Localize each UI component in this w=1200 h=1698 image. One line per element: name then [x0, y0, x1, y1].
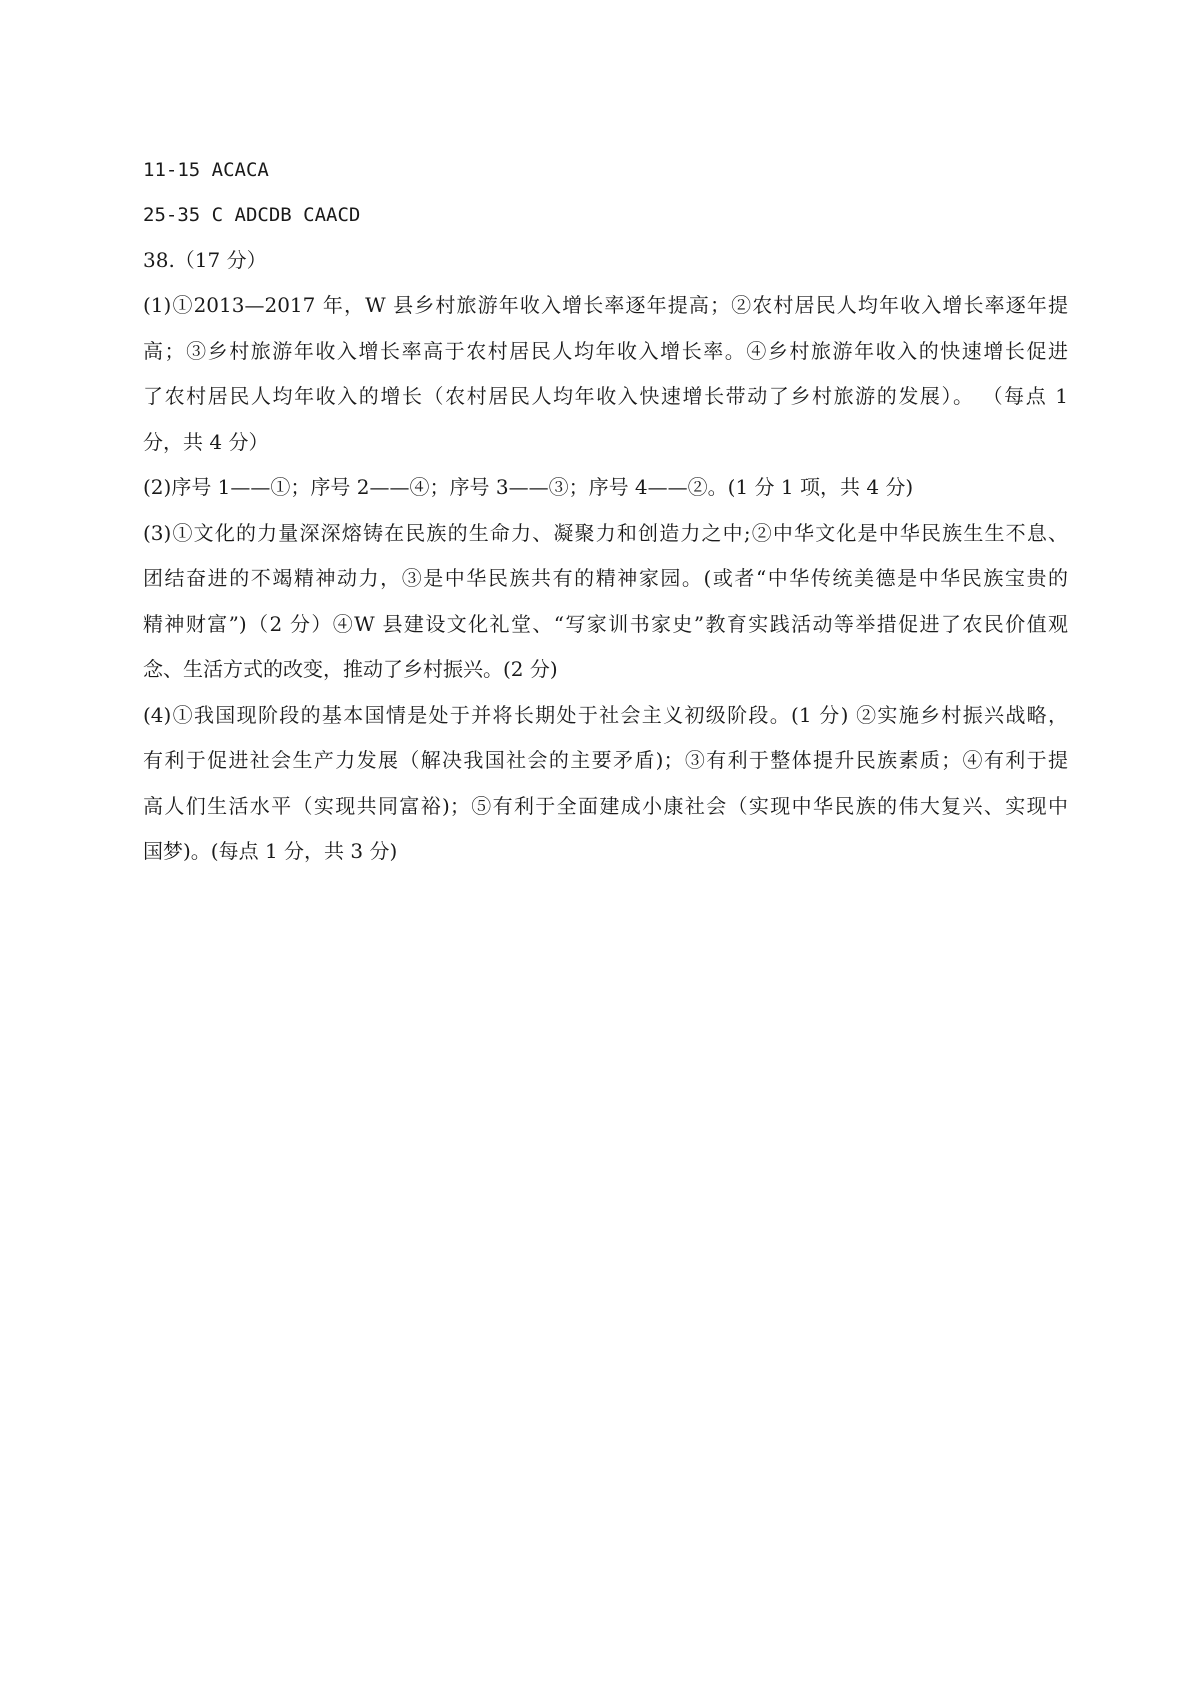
answer-text-line: 国梦)。(每点 1 分，共 3 分)	[143, 839, 398, 863]
answer-text-line: 念、生活方式的改变，推动了乡村振兴。(2 分)	[143, 657, 558, 681]
answer-sheet	[143, 148, 1068, 875]
answer-text-line: (2)序号 1——①；序号 2——④；序号 3——③；序号 4——②。(1 分 1 项，共 4 分)	[143, 475, 914, 499]
answer-text-line: 团结奋进的不竭精神动力，③是中华民族共有的精神家园。(或者“中华传统美德是中华民族宝贵的	[143, 566, 1068, 590]
answer-line-25-35: 25-35 C ADCDB CAACD	[143, 204, 361, 226]
answer-text-line: 有利于促进社会生产力发展（解决我国社会的主要矛盾)；③有利于整体提升民族素质；④有利于提	[143, 748, 1068, 772]
answer-text-line: 分，共 4 分）	[143, 429, 269, 454]
answer-text-line: 精神财富”)（2 分）④W 县建设文化礼堂、“写家训书家史”教育实践活动等举措促进了农民价值观	[143, 611, 1068, 636]
answer-text-line: (4)①我国现阶段的基本国情是处于并将长期处于社会主义初级阶段。(1 分) ②实施乡村振兴战略，	[143, 702, 1068, 727]
answer-text-line: 高；③乡村旅游年收入增长率高于农村居民人均年收入增长率。④乡村旅游年收入的快速增长促进	[143, 338, 1068, 363]
answer-part-3	[143, 511, 1068, 693]
question-38-heading: 38.（17 分）	[143, 248, 267, 272]
answer-text-line: (3)①文化的力量深深熔铸在民族的生命力、凝聚力和创造力之中;②中华文化是中华民族生生不息、	[143, 520, 1068, 545]
answer-part-1	[143, 283, 1068, 465]
answer-part-4	[143, 693, 1068, 875]
answer-text-line: 高人们生活水平（实现共同富裕)；⑤有利于全面建成小康社会（实现中华民族的伟大复兴、实现中	[143, 793, 1068, 818]
answer-text-line: (1)①2013—2017 年，W 县乡村旅游年收入增长率逐年提高；②农村居民人均年收入增长率逐年提	[143, 293, 1068, 317]
answer-line-11-15: 11-15 ACACA	[143, 159, 269, 181]
answer-part-2	[143, 465, 1068, 511]
answer-text-line: 了农村居民人均年收入的增长（农村居民人均年收入快速增长带动了乡村旅游的发展）。 （每点 1	[143, 384, 1068, 408]
